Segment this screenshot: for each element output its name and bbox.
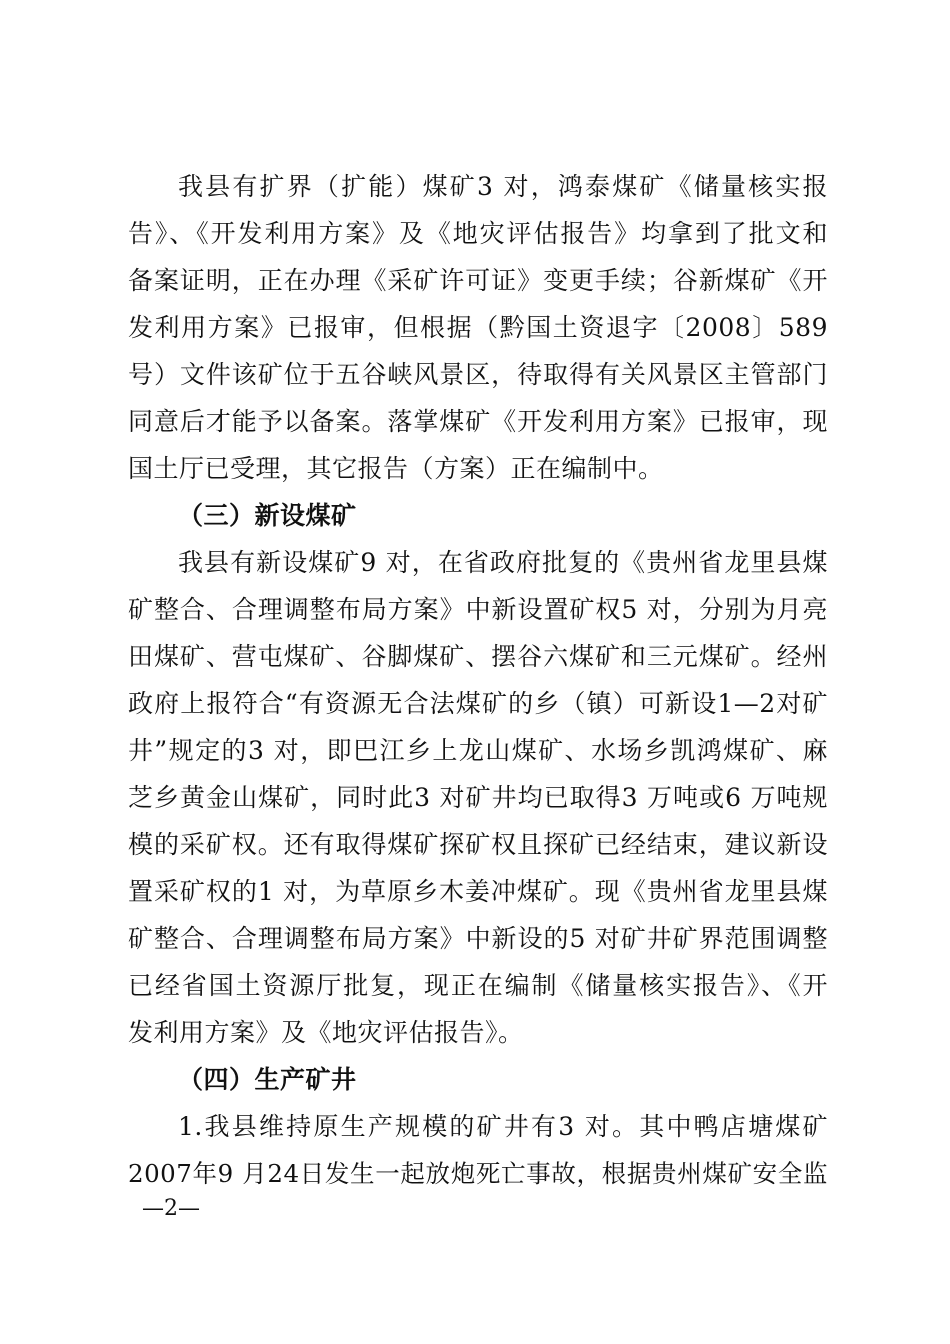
paragraph-2-line-11: 发利用方案》及《地灾评估报告》。 (128, 1018, 524, 1047)
paragraph-3-line-2: 2007年9 月24日发生一起放炮死亡事故，根据贵州煤矿安全监 (128, 1159, 828, 1188)
paragraph-1-line-7: 国土厅已受理，其它报告（方案）正在编制中。 (128, 454, 664, 483)
paragraph-1-line-1: 我县有扩界（扩能）煤矿3 对，鸿泰煤矿《储量核实报 (178, 172, 828, 201)
paragraph-1-line-3: 备案证明，正在办理《采矿许可证》变更手续；谷新煤矿《开 (128, 266, 828, 295)
paragraph-2-line-8: 置采矿权的1 对，为草原乡木姜冲煤矿。现《贵州省龙里县煤 (128, 877, 828, 906)
paragraph-2-line-2: 矿整合、合理调整布局方案》中新设置矿权5 对，分别为月亮 (128, 595, 828, 624)
page-number: —2— (142, 1196, 200, 1221)
paragraph-2-line-1: 我县有新设煤矿9 对，在省政府批复的《贵州省龙里县煤 (178, 548, 828, 577)
paragraph-2-line-6: 芝乡黄金山煤矿，同时此3 对矿井均已取得3 万吨或6 万吨规 (128, 783, 828, 812)
section-heading-producing-mines: （四）生产矿井 (178, 1065, 357, 1094)
paragraph-1-line-4: 发利用方案》已报审，但根据（黔国土资退字〔2008〕589 (128, 313, 828, 342)
paragraph-2-line-9: 矿整合、合理调整布局方案》中新设的5 对矿井矿界范围调整 (128, 924, 828, 953)
paragraph-2-line-10: 已经省国土资源厅批复，现正在编制《储量核实报告》、《开 (128, 971, 828, 1000)
paragraph-2-line-5: 井”规定的3 对，即巴江乡上龙山煤矿、水场乡凯鸿煤矿、麻 (128, 736, 828, 765)
paragraph-2-line-7: 模的采矿权。还有取得煤矿探矿权且探矿已经结束，建议新设 (128, 830, 828, 859)
paragraph-2-line-3: 田煤矿、营屯煤矿、谷脚煤矿、摆谷六煤矿和三元煤矿。经州 (128, 642, 828, 671)
paragraph-2-line-4: 政府上报符合“有资源无合法煤矿的乡（镇）可新设1—2对矿 (128, 689, 828, 718)
paragraph-1-line-6: 同意后才能予以备案。落掌煤矿《开发利用方案》已报审，现 (128, 407, 828, 436)
section-heading-new-mines: （三）新设煤矿 (178, 501, 357, 530)
paragraph-1-line-2: 告》、《开发利用方案》及《地灾评估报告》均拿到了批文和 (128, 219, 828, 248)
paragraph-1-line-5: 号）文件该矿位于五谷峡风景区，待取得有关风景区主管部门 (128, 360, 828, 389)
paragraph-3-line-1: 1.我县维持原生产规模的矿井有3 对。其中鸭店塘煤矿 (178, 1112, 828, 1141)
